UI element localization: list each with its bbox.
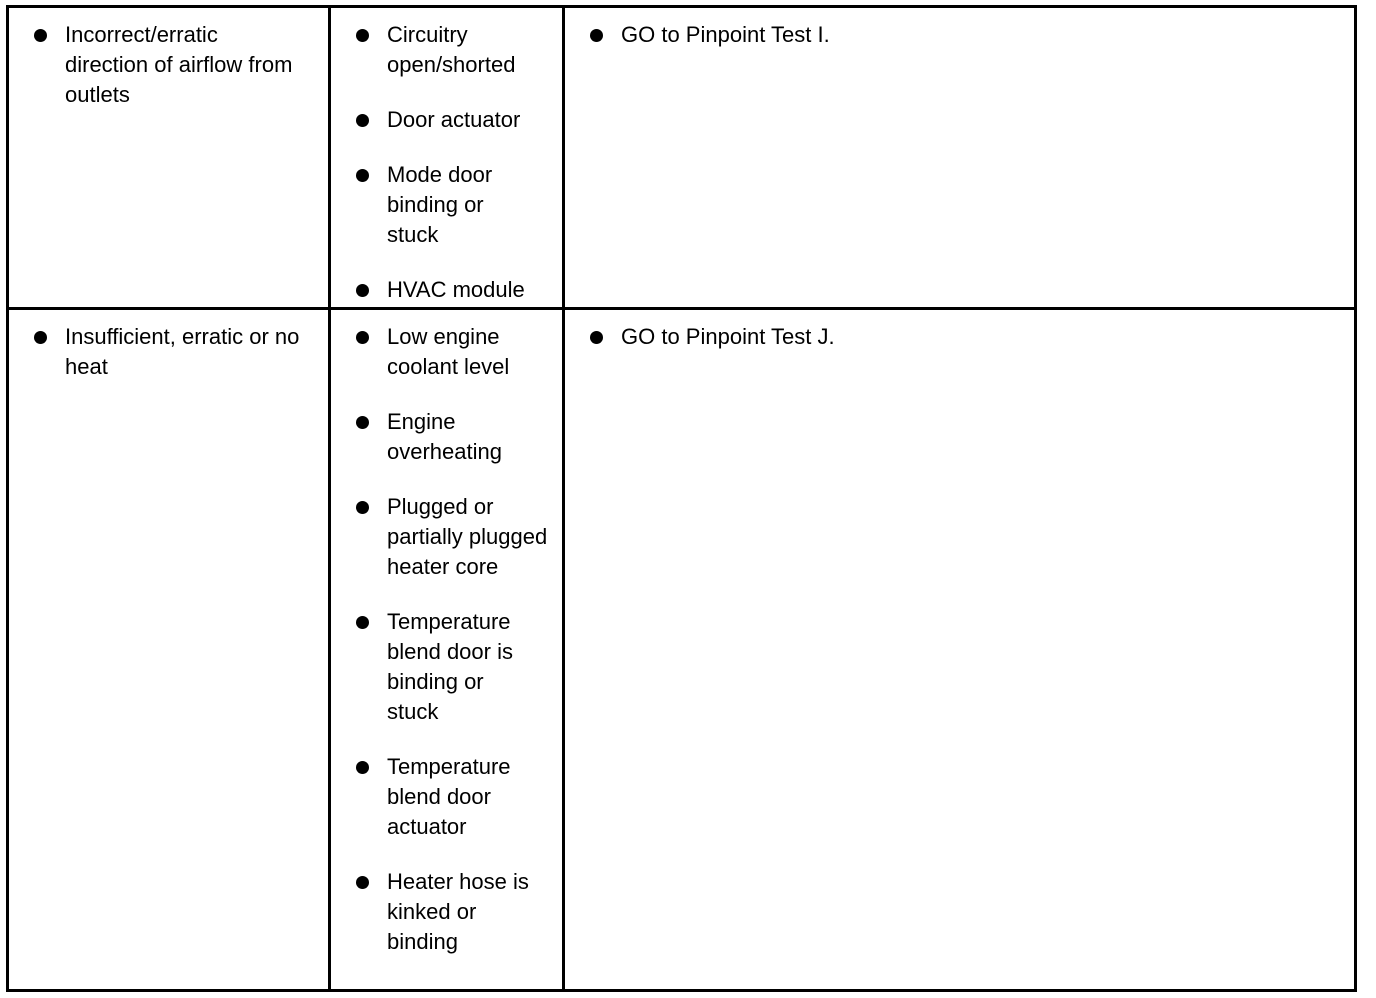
bullet-icon xyxy=(356,876,369,889)
source-cell xyxy=(331,310,565,989)
list-item xyxy=(387,492,562,582)
condition-cell xyxy=(9,310,331,989)
source-list xyxy=(331,310,562,957)
list-item xyxy=(65,322,328,382)
list-item xyxy=(387,407,562,467)
source-text: Low engine coolant level xyxy=(387,324,510,379)
list-item xyxy=(621,322,1354,352)
source-text: Temperature blend door actuator xyxy=(387,754,511,839)
bullet-icon xyxy=(590,331,603,344)
bullet-icon xyxy=(356,761,369,774)
condition-list xyxy=(9,310,328,382)
table-row xyxy=(9,310,1354,989)
bullet-icon xyxy=(356,501,369,514)
list-item xyxy=(621,20,1354,50)
list-item xyxy=(387,867,562,957)
source-text: Circuitry open/shorted xyxy=(387,22,516,77)
source-text: Heater hose is kinked or binding xyxy=(387,869,529,954)
source-text: Mode door binding or stuck xyxy=(387,162,493,247)
bullet-icon xyxy=(34,29,47,42)
list-item xyxy=(387,275,562,305)
action-cell xyxy=(565,310,1354,989)
list-item xyxy=(387,752,562,842)
list-item xyxy=(387,20,562,80)
list-item xyxy=(387,607,562,727)
condition-text: Incorrect/erratic direction of airflow from outlets xyxy=(65,22,293,107)
source-cell xyxy=(331,8,565,307)
bullet-icon xyxy=(34,331,47,344)
action-text: GO to Pinpoint Test I. xyxy=(621,22,830,47)
source-list xyxy=(331,8,562,305)
source-text: Engine overheating xyxy=(387,409,502,464)
bullet-icon xyxy=(356,29,369,42)
bullet-icon xyxy=(356,114,369,127)
bullet-icon xyxy=(356,284,369,297)
action-list xyxy=(565,310,1354,352)
table-row xyxy=(9,8,1354,310)
action-list xyxy=(565,8,1354,50)
bullet-icon xyxy=(356,616,369,629)
list-item xyxy=(387,160,562,250)
bullet-icon xyxy=(590,29,603,42)
list-item xyxy=(387,322,562,382)
condition-text: Insufficient, erratic or no heat xyxy=(65,324,300,379)
source-text: HVAC module xyxy=(387,277,525,302)
action-text: GO to Pinpoint Test J. xyxy=(621,324,835,349)
bullet-icon xyxy=(356,416,369,429)
list-item xyxy=(65,20,328,110)
list-item xyxy=(387,105,562,135)
source-text: Plugged or partially plugged heater core xyxy=(387,494,548,579)
bullet-icon xyxy=(356,331,369,344)
bullet-icon xyxy=(356,169,369,182)
diagnosis-table xyxy=(6,5,1357,992)
action-cell xyxy=(565,8,1354,307)
condition-cell xyxy=(9,8,331,307)
condition-list xyxy=(9,8,328,110)
source-text: Temperature blend door is binding or stuck xyxy=(387,609,513,724)
source-text: Door actuator xyxy=(387,107,521,132)
